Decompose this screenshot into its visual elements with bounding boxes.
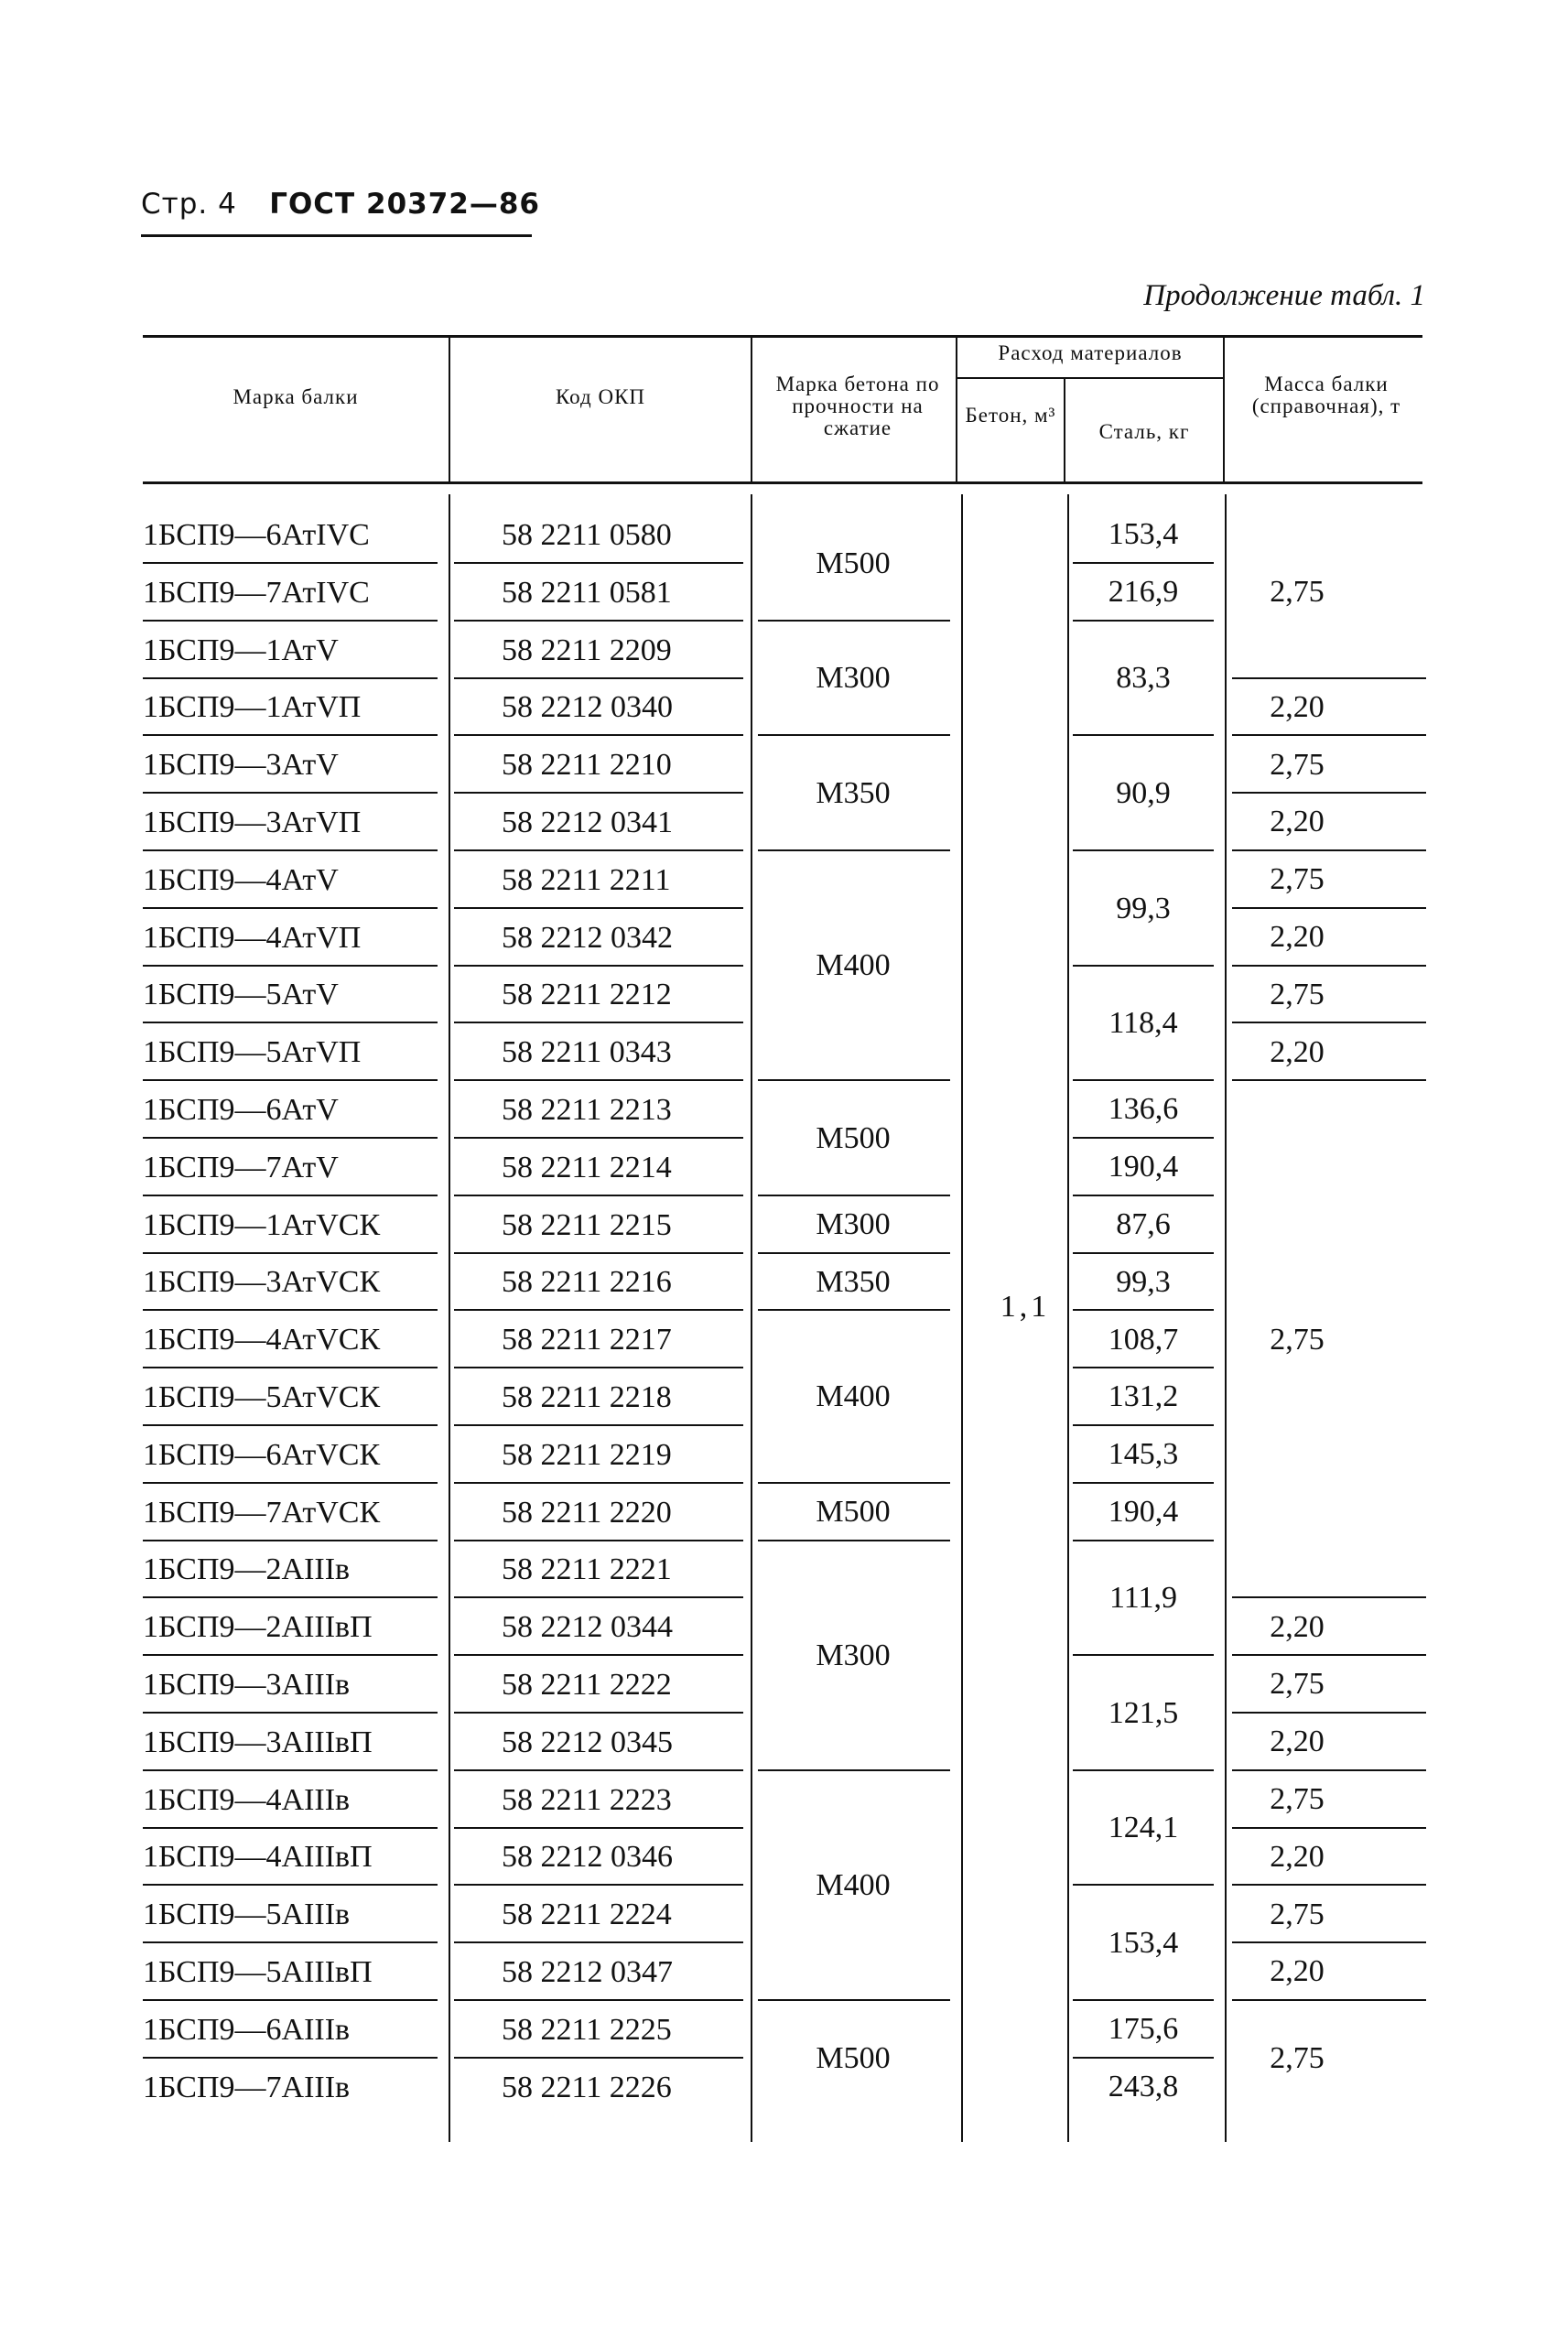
group-rule (758, 1999, 950, 2001)
header-materials: Расход материалов (998, 341, 1183, 364)
beam-mark: 1БСП9—5АIIIв (143, 1898, 351, 1932)
group-rule (758, 734, 950, 736)
group-rule (1073, 965, 1214, 967)
group-rule (1232, 1999, 1426, 2001)
row-rule (143, 1482, 438, 1484)
okp-code: 58 2212 0341 (502, 806, 673, 839)
beam-mark: 1БСП9—7АтV (143, 1150, 339, 1184)
group-rule (1073, 849, 1214, 851)
beam-mark: 1БСП9—6АтVСК (143, 1437, 381, 1472)
okp-code: 58 2211 2225 (502, 2012, 672, 2047)
steel-consumption: 190,4 (1108, 1150, 1179, 1184)
beam-mass: 2,20 (1270, 690, 1325, 724)
group-rule (1073, 1769, 1214, 1771)
group-rule (1073, 734, 1214, 736)
row-rule (143, 620, 438, 622)
row-rule (143, 1596, 438, 1598)
group-rule (1232, 1596, 1426, 1598)
beam-mass: 2,20 (1270, 1954, 1325, 1988)
group-rule (1232, 1769, 1426, 1771)
steel-consumption: 121,5 (1108, 1696, 1179, 1730)
okp-code: 58 2211 2220 (502, 1495, 672, 1530)
beam-mark: 1БСП9—3АIIIвП (143, 1725, 373, 1759)
row-rule (454, 1596, 743, 1598)
beam-mark: 1БСП9—6АIIIв (143, 2012, 351, 2047)
okp-code: 58 2211 2210 (502, 748, 672, 783)
concrete-grade: М350 (816, 1265, 891, 1299)
okp-code: 58 2211 2217 (502, 1323, 672, 1357)
okp-code: 58 2212 0345 (502, 1725, 673, 1759)
row-rule (454, 1309, 743, 1311)
beam-mass: 2,75 (1270, 978, 1325, 1011)
beam-mark: 1БСП9—6АтV (143, 1093, 339, 1127)
beam-mark: 1БСП9—3АIIIв (143, 1668, 351, 1702)
row-rule (143, 1309, 438, 1311)
row-rule (143, 1137, 438, 1139)
row-rule (454, 1999, 743, 2001)
header-code: Код ОКП (555, 385, 646, 408)
row-rule (454, 907, 743, 909)
row-rule (454, 734, 743, 736)
page-header (141, 188, 540, 221)
row-rule (454, 792, 743, 794)
beam-mark: 1БСП9—1АтVП (143, 690, 362, 725)
group-rule (1073, 2057, 1214, 2059)
group-rule (1073, 1195, 1214, 1196)
group-rule (758, 849, 950, 851)
row-rule (143, 2057, 438, 2059)
row-rule (454, 677, 743, 679)
concrete-value: 1,1 (1000, 1290, 1051, 1324)
group-rule (1073, 562, 1214, 564)
group-rule (758, 1309, 950, 1311)
group-rule (758, 620, 950, 622)
beam-mark: 1БСП9—7АтVСК (143, 1495, 381, 1530)
okp-code: 58 2212 0342 (502, 920, 673, 955)
row-rule (454, 1079, 743, 1081)
row-rule (143, 907, 438, 909)
group-rule (758, 1482, 950, 1484)
concrete-grade: М300 (816, 661, 891, 695)
steel-consumption: 108,7 (1108, 1323, 1179, 1357)
steel-consumption: 124,1 (1108, 1811, 1179, 1844)
steel-consumption: 90,9 (1116, 776, 1171, 810)
concrete-grade: М350 (816, 776, 891, 810)
steel-consumption: 99,3 (1116, 892, 1171, 925)
group-rule (1232, 1079, 1426, 1081)
beam-mass: 2,20 (1270, 1610, 1325, 1644)
beam-mass: 2,75 (1270, 1667, 1325, 1701)
okp-code: 58 2212 0347 (502, 1955, 673, 1989)
row-rule (143, 1540, 438, 1541)
column-divider (751, 494, 752, 2142)
okp-code: 58 2211 2213 (502, 1093, 672, 1127)
beam-mark: 1БСП9—4АIIIв (143, 1782, 351, 1817)
header-divider (1223, 335, 1225, 481)
group-rule (1232, 1827, 1426, 1829)
beam-mass: 2,75 (1270, 575, 1325, 609)
okp-code: 58 2211 2226 (502, 2070, 672, 2104)
okp-code: 58 2211 2211 (502, 862, 671, 897)
steel-consumption: 136,6 (1108, 1092, 1179, 1126)
header-mass: Масса балки (справочная), т (1251, 373, 1401, 418)
group-rule (758, 1195, 950, 1196)
header-concrete: Бетон, м³ (965, 404, 1056, 427)
row-rule (454, 562, 743, 564)
group-rule (1073, 620, 1214, 622)
steel-consumption: 153,4 (1108, 517, 1179, 551)
okp-code: 58 2211 2212 (502, 978, 672, 1012)
beam-mark: 1БСП9—5АтVСК (143, 1380, 381, 1414)
steel-consumption: 131,2 (1108, 1379, 1179, 1413)
okp-code: 58 2212 0346 (502, 1840, 673, 1875)
row-rule (454, 1252, 743, 1254)
steel-consumption: 216,9 (1108, 575, 1179, 609)
group-rule (1232, 1654, 1426, 1656)
row-rule (143, 792, 438, 794)
row-rule (143, 1079, 438, 1081)
row-rule (454, 1195, 743, 1196)
header-rule (141, 234, 532, 237)
header-mark: Марка балки (232, 385, 359, 408)
row-rule (454, 965, 743, 967)
beam-mark: 1БСП9—5АтV (143, 978, 339, 1012)
group-rule (1232, 849, 1426, 851)
steel-consumption: 175,6 (1108, 2012, 1179, 2046)
group-rule (1073, 1999, 1214, 2001)
group-rule (1073, 1137, 1214, 1139)
group-rule (1232, 734, 1426, 736)
steel-consumption: 243,8 (1108, 2070, 1179, 2103)
beam-mark: 1БСП9—2АIIIвП (143, 1610, 373, 1645)
okp-code: 58 2211 2215 (502, 1207, 672, 1242)
standard-title: ГОСТ 20372—86 (269, 188, 540, 221)
row-rule (143, 1712, 438, 1714)
concrete-grade: М300 (816, 1638, 891, 1672)
group-rule (1232, 907, 1426, 909)
beam-mass: 2,75 (1270, 1323, 1325, 1357)
beam-mark: 1БСП9—4АIIIвП (143, 1840, 373, 1875)
row-rule (143, 677, 438, 679)
column-divider (449, 494, 450, 2142)
row-rule (454, 1712, 743, 1714)
row-rule (454, 1941, 743, 1943)
header-divider (751, 335, 752, 481)
group-rule (1073, 1482, 1214, 1484)
okp-code: 58 2211 2221 (502, 1552, 672, 1587)
beam-mark: 1БСП9—1АтV (143, 633, 339, 667)
group-rule (1073, 1424, 1214, 1426)
beam-mark: 1БСП9—5АтVП (143, 1035, 362, 1070)
beam-mark: 1БСП9—6АтIVC (143, 518, 370, 552)
row-rule (454, 1367, 743, 1368)
beam-mark: 1БСП9—3АтV (143, 748, 339, 783)
group-rule (1232, 1712, 1426, 1714)
concrete-grade: М300 (816, 1207, 891, 1241)
okp-code: 58 2211 0580 (502, 518, 672, 552)
row-rule (454, 1022, 743, 1023)
beam-mark: 1БСП9—5АIIIвП (143, 1955, 373, 1989)
steel-consumption: 145,3 (1108, 1437, 1179, 1471)
row-rule (454, 1540, 743, 1541)
group-rule (1232, 1022, 1426, 1023)
steel-consumption: 153,4 (1108, 1926, 1179, 1960)
row-rule (143, 1022, 438, 1023)
row-rule (143, 1769, 438, 1771)
beam-mass: 2,75 (1270, 862, 1325, 896)
beam-mass: 2,20 (1270, 1840, 1325, 1874)
okp-code: 58 2211 0343 (502, 1035, 672, 1070)
steel-consumption: 87,6 (1116, 1207, 1171, 1241)
column-divider (961, 494, 963, 2142)
concrete-grade: М500 (816, 1121, 891, 1155)
concrete-grade: М500 (816, 546, 891, 580)
group-rule (758, 1540, 950, 1541)
column-divider (1225, 494, 1227, 2142)
page-number: Стр. 4 (141, 188, 237, 221)
header-grade: Марка бетона по прочности на сжатие (775, 373, 940, 440)
table-continuation-caption: Продолжение табл. 1 (1143, 279, 1425, 312)
steel-consumption: 99,3 (1116, 1265, 1171, 1299)
row-rule (143, 1424, 438, 1426)
row-rule (143, 1367, 438, 1368)
group-rule (1073, 1309, 1214, 1311)
row-rule (454, 1137, 743, 1139)
row-rule (454, 620, 743, 622)
beam-mark: 1БСП9—3АтVП (143, 806, 362, 839)
row-rule (454, 1654, 743, 1656)
beam-mass: 2,75 (1270, 1782, 1325, 1816)
row-rule (143, 1941, 438, 1943)
row-rule (143, 734, 438, 736)
row-rule (143, 1827, 438, 1829)
group-rule (1073, 1540, 1214, 1541)
row-rule (454, 1769, 743, 1771)
okp-code: 58 2211 2223 (502, 1782, 672, 1817)
table-header-bottom-rule (143, 481, 1422, 484)
okp-code: 58 2211 2209 (502, 633, 672, 667)
group-rule (758, 1769, 950, 1771)
beam-mass: 2,75 (1270, 2041, 1325, 2075)
beam-mark: 1БСП9—3АтVСК (143, 1265, 381, 1300)
concrete-grade: М400 (816, 948, 891, 982)
concrete-grade: М400 (816, 1379, 891, 1413)
group-rule (1073, 1252, 1214, 1254)
group-rule (1232, 792, 1426, 794)
group-rule (758, 1079, 950, 1081)
steel-consumption: 190,4 (1108, 1495, 1179, 1529)
concrete-grade: М500 (816, 2041, 891, 2075)
beam-mass: 2,20 (1270, 1725, 1325, 1758)
okp-code: 58 2212 0340 (502, 690, 673, 725)
header-steel: Сталь, кг (1098, 420, 1190, 443)
group-rule (1073, 1884, 1214, 1886)
beam-mark: 1БСП9—4АтVСК (143, 1323, 381, 1357)
row-rule (143, 849, 438, 851)
group-rule (758, 1252, 950, 1254)
beam-mass: 2,20 (1270, 920, 1325, 954)
beam-mark: 1БСП9—4АтV (143, 862, 339, 897)
group-rule (1073, 1079, 1214, 1081)
materials-header-rule (957, 377, 1223, 379)
okp-code: 58 2211 2219 (502, 1437, 672, 1472)
okp-code: 58 2212 0344 (502, 1610, 673, 1645)
beam-mark: 1БСП9—2АIIIв (143, 1552, 351, 1587)
steel-consumption: 111,9 (1109, 1581, 1177, 1615)
beam-mark: 1БСП9—4АтVП (143, 920, 362, 955)
row-rule (143, 965, 438, 967)
beam-mass: 2,75 (1270, 1898, 1325, 1931)
steel-consumption: 83,3 (1116, 661, 1171, 695)
concrete-grade: М400 (816, 1868, 891, 1902)
concrete-grade: М500 (816, 1495, 891, 1529)
okp-code: 58 2211 2222 (502, 1668, 672, 1702)
row-rule (454, 1884, 743, 1886)
group-rule (1232, 1884, 1426, 1886)
beam-mass: 2,75 (1270, 748, 1325, 782)
group-rule (1073, 1367, 1214, 1368)
beam-mass: 2,20 (1270, 1035, 1325, 1069)
row-rule (454, 1482, 743, 1484)
group-rule (1232, 1941, 1426, 1943)
okp-code: 58 2211 2214 (502, 1150, 672, 1184)
group-rule (1232, 677, 1426, 679)
row-rule (454, 2057, 743, 2059)
row-rule (143, 1195, 438, 1196)
group-rule (1232, 965, 1426, 967)
beam-mark: 1БСП9—7АтIVC (143, 575, 370, 610)
row-rule (454, 849, 743, 851)
row-rule (143, 562, 438, 564)
okp-code: 58 2211 0581 (502, 575, 672, 610)
row-rule (143, 1654, 438, 1656)
beam-mark: 1БСП9—1АтVСК (143, 1207, 381, 1242)
okp-code: 58 2211 2218 (502, 1380, 672, 1414)
row-rule (143, 1884, 438, 1886)
row-rule (454, 1424, 743, 1426)
table-top-rule (143, 335, 1422, 338)
beam-mass: 2,20 (1270, 805, 1325, 838)
row-rule (143, 1999, 438, 2001)
beam-mark: 1БСП9—7АIIIв (143, 2070, 351, 2104)
group-rule (1073, 1654, 1214, 1656)
okp-code: 58 2211 2224 (502, 1898, 672, 1932)
steel-consumption: 118,4 (1108, 1006, 1178, 1040)
row-rule (454, 1827, 743, 1829)
row-rule (143, 1252, 438, 1254)
okp-code: 58 2211 2216 (502, 1265, 672, 1300)
